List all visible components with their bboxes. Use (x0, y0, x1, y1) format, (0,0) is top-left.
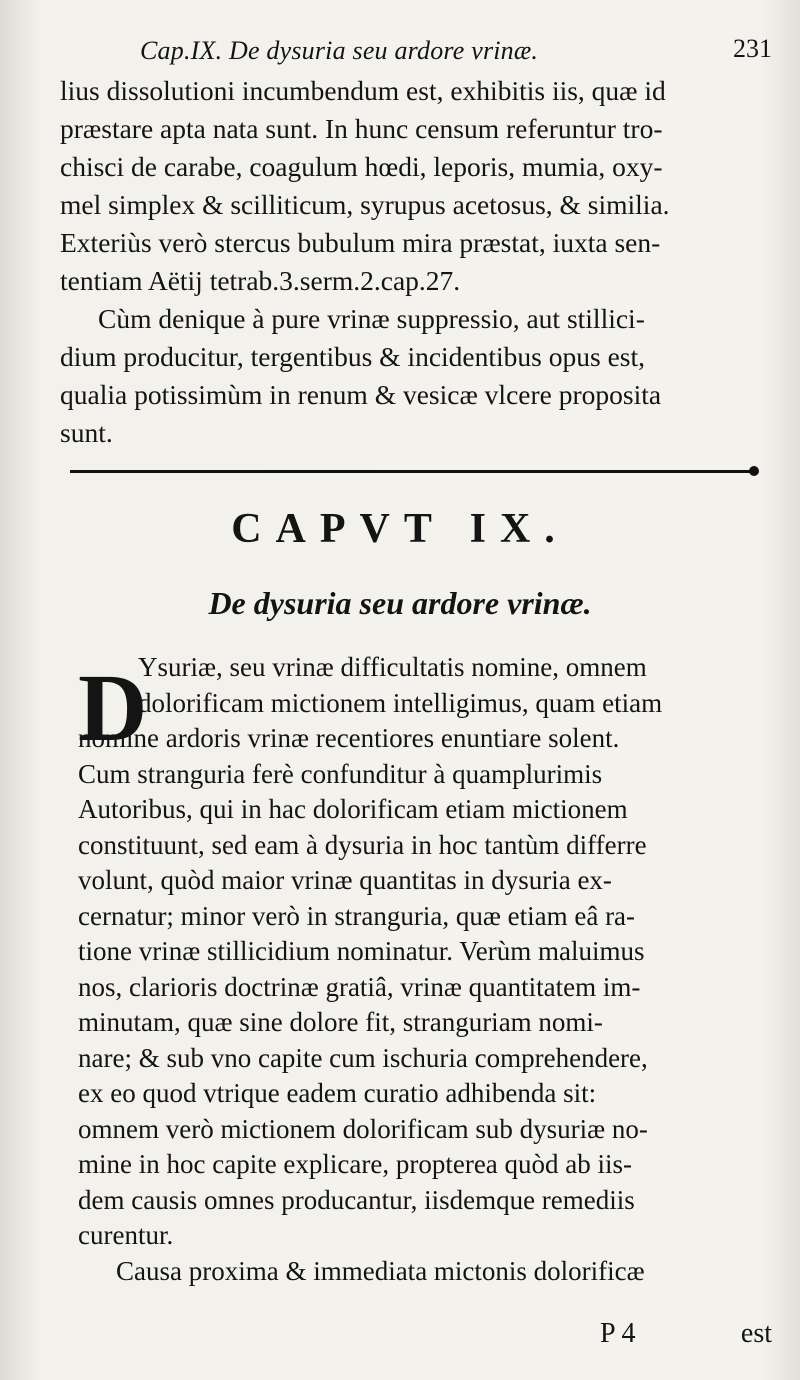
text-line: tione vrinæ stillicidium nominatur. Verùm maluimus (78, 936, 645, 966)
text-line: dem causis omnes producantur, iisdemque remediis (78, 1184, 635, 1215)
text-line: minutam, quæ sine dolore fit, stranguriam nomi- (78, 1007, 603, 1037)
text-line: curentur. (78, 1220, 174, 1250)
text-line: mel simplex & scilliticum, syrupus acetosus, & similia. (60, 189, 670, 220)
section-divider-rule (70, 465, 755, 477)
text-line: Exteriùs verò stercus bubulum mira præstat, iuxta sen- (60, 227, 661, 258)
text-line: dolorificam mictionem intelligimus, quam etiam (138, 687, 663, 718)
rule-line (70, 470, 755, 473)
chapter-body (78, 650, 768, 1289)
text-line: constituunt, sed eam à dysuria in hoc tantùm differre (78, 829, 647, 860)
running-head: Cap.IX. De dysuria seu ardore vrinæ. (140, 36, 539, 65)
text-line: Cum stranguria ferè confunditur à quamplurimis (78, 758, 603, 789)
text-line: chisci de carabe, coagulum hœdi, leporis, mumia, oxy- (60, 151, 663, 182)
text-line: præstare apta nata sunt. In hunc censum referuntur tro- (60, 113, 663, 144)
text-line: Autoribus, qui in hac dolorificam etiam mictionem (78, 794, 628, 824)
text-line: lius dissolutioni incumbendum est, exhibitis iis, quæ id (60, 75, 666, 106)
drop-cap: D (78, 654, 148, 761)
continued-paragraph (60, 72, 760, 300)
text-line: Ysuriæ, seu vrinæ difficultatis nomine, omnem (138, 652, 647, 682)
text-line: cernatur; minor verò in stranguria, quæ etiam eâ ra- (78, 900, 636, 931)
page-footer (590, 1318, 772, 1362)
text-line: Cùm denique à pure vrinæ suppressio, aut stillici- (98, 303, 645, 334)
text-line: nomine ardoris vrinæ recentiores enuntiare solent. (78, 723, 620, 753)
page-number: 231 (733, 34, 772, 63)
chapter-subtitle: De dysuria seu ardore vrinæ. (208, 585, 592, 621)
text-line: volunt, quòd maior vrinæ quantitas in dysuria ex- (78, 865, 612, 895)
text-line: dium producitur, tergentibus & incidentibus opus est, (60, 341, 645, 372)
catchword: est (740, 1318, 772, 1349)
text-line: Causa proxima & immediata mictonis dolorificæ (116, 1255, 645, 1286)
text-line: ex eo quod vtrique eadem curatio adhibenda sit: (78, 1078, 597, 1108)
page-header (140, 28, 772, 72)
signature-mark: P 4 (600, 1318, 636, 1349)
text-line: nare; & sub vno capite cum ischuria comprehendere, (78, 1042, 648, 1073)
chapter-title: CAPVT IX. (231, 506, 569, 552)
text-line: tentiam Aëtij tetrab.3.serm.2.cap.27. (60, 265, 461, 296)
text-line: omnem verò mictionem dolorificam sub dysuriæ no- (78, 1113, 648, 1144)
rule-ornament (749, 466, 759, 476)
text-line: qualia potissimùm in renum & vesicæ vlcere proposita (60, 379, 662, 410)
text-line: nos, clarioris doctrinæ gratiâ, vrinæ quantitatem im- (78, 971, 641, 1002)
second-paragraph (60, 300, 760, 452)
text-line: mine in hoc capite explicare, propterea quòd ab iis- (78, 1149, 633, 1179)
text-line: sunt. (60, 417, 113, 448)
